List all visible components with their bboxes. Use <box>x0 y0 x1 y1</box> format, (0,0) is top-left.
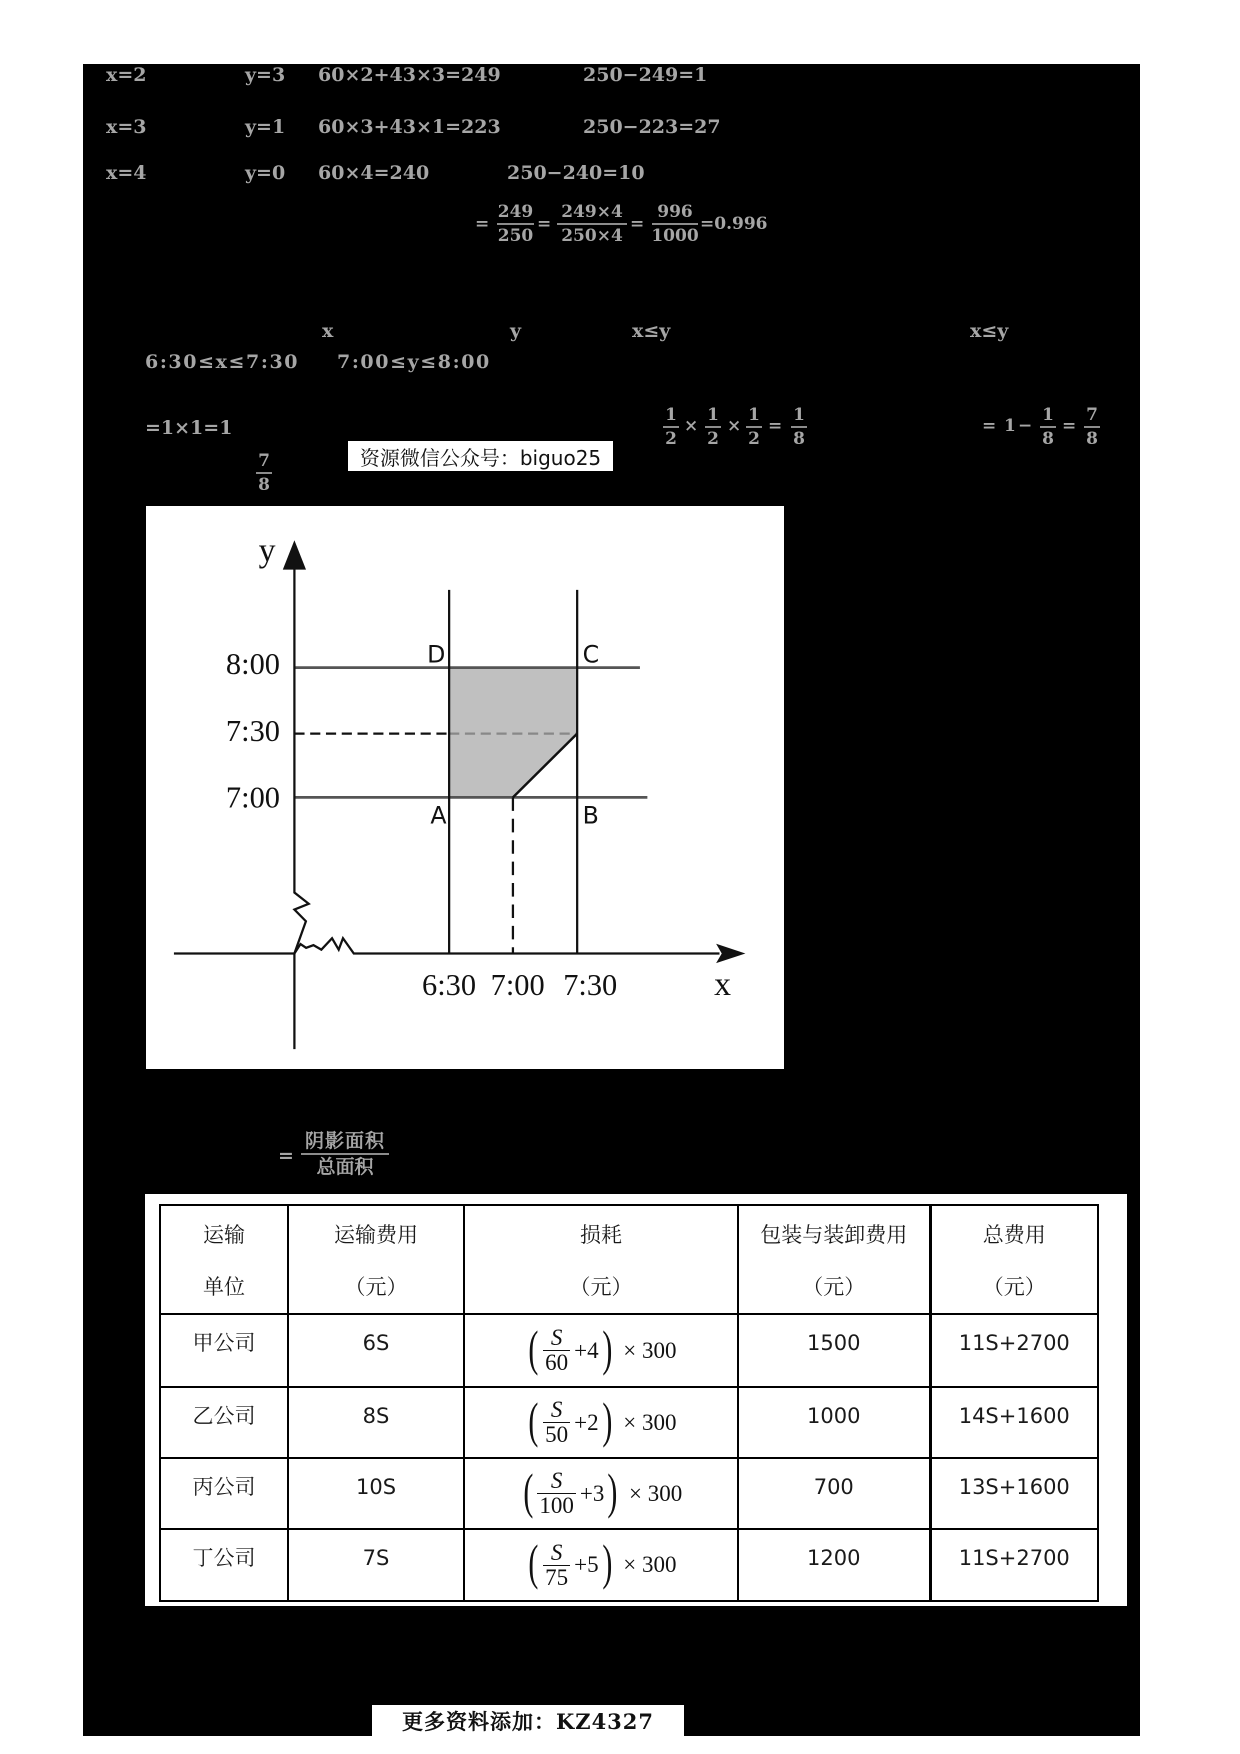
plan-3-x: x=4 <box>106 162 147 184</box>
y-axis-label: y <box>258 532 276 570</box>
condition-x-le-y: x≤y <box>632 320 671 342</box>
x-tick-7-30: 7:30 <box>562 967 617 1002</box>
denominator: 2 <box>665 429 677 449</box>
plan-2-total: 60×3+43×1=223 <box>318 116 501 138</box>
cell-packing: 700 <box>738 1458 930 1529</box>
denominator: 8 <box>793 429 805 449</box>
cell-packing: 1200 <box>738 1529 930 1601</box>
fraction <box>1040 404 1056 450</box>
condition-x-le-y-right: x≤y <box>970 320 1009 342</box>
range-x: 6:30≤x≤7:30 <box>145 351 300 373</box>
fraction <box>543 1541 570 1590</box>
total-area: =1×1=1 <box>145 417 233 439</box>
equals-sign: = <box>537 214 552 234</box>
cell-transport: 7S <box>288 1529 464 1601</box>
fraction <box>746 404 762 450</box>
cell-transport: 10S <box>288 1458 464 1529</box>
right-paren: ) <box>601 1534 612 1590</box>
multiplier: × 300 <box>623 1409 677 1435</box>
y-tick-7-00: 7:00 <box>225 779 280 814</box>
denominator: 75 <box>545 1564 569 1590</box>
table-row <box>160 1529 1098 1601</box>
numerator: 1 <box>665 405 677 425</box>
denominator: 250 <box>497 226 534 246</box>
equals-sign: = <box>278 1145 294 1167</box>
fraction <box>543 1398 570 1447</box>
header-loss <box>464 1205 738 1314</box>
equals-sign: = <box>768 416 783 436</box>
right-paren: ) <box>601 1319 612 1376</box>
x-axis-arrow-icon <box>716 943 745 962</box>
plan-2-waste: 250−223=27 <box>583 116 721 138</box>
fraction <box>791 404 807 450</box>
denominator: 8 <box>258 475 270 495</box>
numerator: 7 <box>258 451 270 471</box>
numerator: S <box>550 1325 563 1350</box>
y-tick-8-00: 8:00 <box>225 646 280 681</box>
y-axis-arrow-icon <box>282 540 305 569</box>
numerator: S <box>550 1539 563 1565</box>
cell-packing: 1000 <box>738 1387 930 1458</box>
plan-1-waste: 250−249=1 <box>583 64 708 86</box>
denominator: 总面积 <box>316 1156 374 1178</box>
left-paren: ( <box>528 1534 539 1590</box>
loss-formula <box>520 1462 683 1519</box>
denominator: 2 <box>748 429 760 449</box>
fraction <box>537 1469 576 1518</box>
x-tick-7-00: 7:00 <box>490 967 545 1002</box>
numerator: 249×4 <box>561 202 623 222</box>
plan-1-x: x=2 <box>106 64 147 86</box>
plan-3-total: 60×4=240 <box>318 162 430 184</box>
header-line: 包装与装卸费用 <box>760 1223 908 1247</box>
numerator: 249 <box>497 202 534 222</box>
minus-sign: − <box>1018 416 1033 436</box>
plan-3-waste: 250−240=10 <box>507 162 645 184</box>
numerator: 1 <box>1042 405 1054 425</box>
watermark-label-top: 资源微信公众号：biguo25 <box>348 441 613 471</box>
point-label-a: A <box>429 801 447 830</box>
denominator: 8 <box>1042 429 1054 449</box>
equals-sign: = <box>630 214 645 234</box>
denominator: 1000 <box>651 226 699 246</box>
denominator: 60 <box>545 1350 569 1375</box>
denominator: 50 <box>545 1422 569 1447</box>
cell-packing: 1500 <box>738 1314 930 1387</box>
numerator: 1 <box>707 405 719 425</box>
fraction <box>301 1129 389 1179</box>
addend: +2 <box>574 1409 599 1435</box>
denominator: 2 <box>707 429 719 449</box>
meeting-time-diagram <box>147 511 791 1077</box>
y-axis <box>294 566 308 1049</box>
numerator: 阴影面积 <box>304 1130 385 1152</box>
table-row <box>160 1458 1098 1529</box>
times-sign: × <box>684 416 699 436</box>
x-axis <box>173 938 719 953</box>
cell-total: 11S+2700 <box>930 1314 1098 1387</box>
right-paren: ) <box>607 1462 618 1519</box>
plan-2-y: y=1 <box>245 116 286 138</box>
plan-1-y: y=3 <box>245 64 286 86</box>
cell-total: 11S+2700 <box>930 1529 1098 1601</box>
table-row <box>160 1314 1098 1387</box>
point-label-d: D <box>426 640 445 669</box>
table-row <box>160 1387 1098 1458</box>
header-line: 运输费用 <box>334 1223 418 1247</box>
fraction <box>1084 404 1100 450</box>
fraction <box>652 201 698 247</box>
x-axis-label: x <box>713 965 731 1003</box>
fraction <box>543 1326 570 1375</box>
transport-cost-table <box>159 1204 1099 1602</box>
cell-loss <box>464 1387 738 1458</box>
utilization-result: =0.996 <box>700 214 768 234</box>
fraction <box>705 404 721 450</box>
header-line: 运输 <box>203 1223 245 1247</box>
table-header-row <box>160 1205 1098 1314</box>
left-paren: ( <box>528 1391 539 1448</box>
multiplier: × 300 <box>629 1480 683 1506</box>
loss-formula <box>525 1319 677 1376</box>
addend: +5 <box>574 1552 599 1577</box>
right-paren: ) <box>601 1391 612 1448</box>
left-paren: ( <box>523 1462 534 1519</box>
header-line: （元） <box>344 1275 408 1299</box>
numerator: S <box>550 1468 563 1493</box>
loss-formula <box>525 1534 677 1590</box>
cell-total: 14S+1600 <box>930 1387 1098 1458</box>
cell-transport: 6S <box>288 1314 464 1387</box>
cell-loss <box>464 1529 738 1601</box>
denominator: 8 <box>1086 429 1098 449</box>
numerator: 7 <box>1086 405 1098 425</box>
variable-x: x <box>322 320 334 342</box>
cell-unit: 丁公司 <box>160 1529 288 1601</box>
numerator: S <box>550 1397 563 1422</box>
equals-sign: = <box>982 416 997 436</box>
one: 1 <box>1004 416 1016 436</box>
answer-fraction <box>256 450 272 496</box>
equals-sign: = <box>1062 416 1077 436</box>
addend: +3 <box>579 1480 605 1506</box>
cell-loss <box>464 1458 738 1529</box>
cell-unit: 甲公司 <box>160 1314 288 1387</box>
header-line: （元） <box>569 1275 633 1299</box>
point-label-c: C <box>582 640 599 669</box>
header-line: 单位 <box>203 1275 245 1299</box>
cell-loss <box>464 1314 738 1387</box>
cell-unit: 乙公司 <box>160 1387 288 1458</box>
times-sign: × <box>727 416 742 436</box>
fraction <box>663 404 679 450</box>
numerator: 996 <box>657 202 693 222</box>
multiplier: × 300 <box>623 1337 677 1363</box>
header-line: 总费用 <box>982 1223 1046 1247</box>
header-unit <box>160 1205 288 1314</box>
addend: +4 <box>574 1337 599 1363</box>
header-total-cost <box>930 1205 1098 1314</box>
range-y: 7:00≤y≤8:00 <box>337 351 491 373</box>
cell-total: 13S+1600 <box>930 1458 1098 1529</box>
header-line: 损耗 <box>580 1223 622 1247</box>
denominator: 250×4 <box>561 226 623 246</box>
point-label-b: B <box>582 801 599 830</box>
numerator: 1 <box>793 405 805 425</box>
header-packing-cost <box>738 1205 930 1314</box>
equals-sign: = <box>475 214 490 234</box>
header-line: （元） <box>982 1275 1046 1299</box>
cell-transport: 8S <box>288 1387 464 1458</box>
y-tick-7-30: 7:30 <box>225 713 280 748</box>
loss-formula <box>525 1391 677 1448</box>
fraction <box>497 201 534 247</box>
left-paren: ( <box>528 1319 539 1376</box>
cell-unit: 丙公司 <box>160 1458 288 1529</box>
denominator: 100 <box>539 1493 574 1518</box>
variable-y: y <box>510 320 522 342</box>
numerator: 1 <box>748 405 760 425</box>
plan-2-x: x=3 <box>106 116 147 138</box>
header-transport-cost <box>288 1205 464 1314</box>
plan-1-total: 60×2+43×3=249 <box>318 64 501 86</box>
plan-3-y: y=0 <box>245 162 286 184</box>
multiplier: × 300 <box>623 1552 677 1577</box>
watermark-label-bottom: 更多资料添加：KZ4327 <box>372 1705 684 1736</box>
fraction <box>557 201 627 247</box>
x-tick-6-30: 6:30 <box>421 967 476 1002</box>
header-line: （元） <box>802 1275 866 1299</box>
